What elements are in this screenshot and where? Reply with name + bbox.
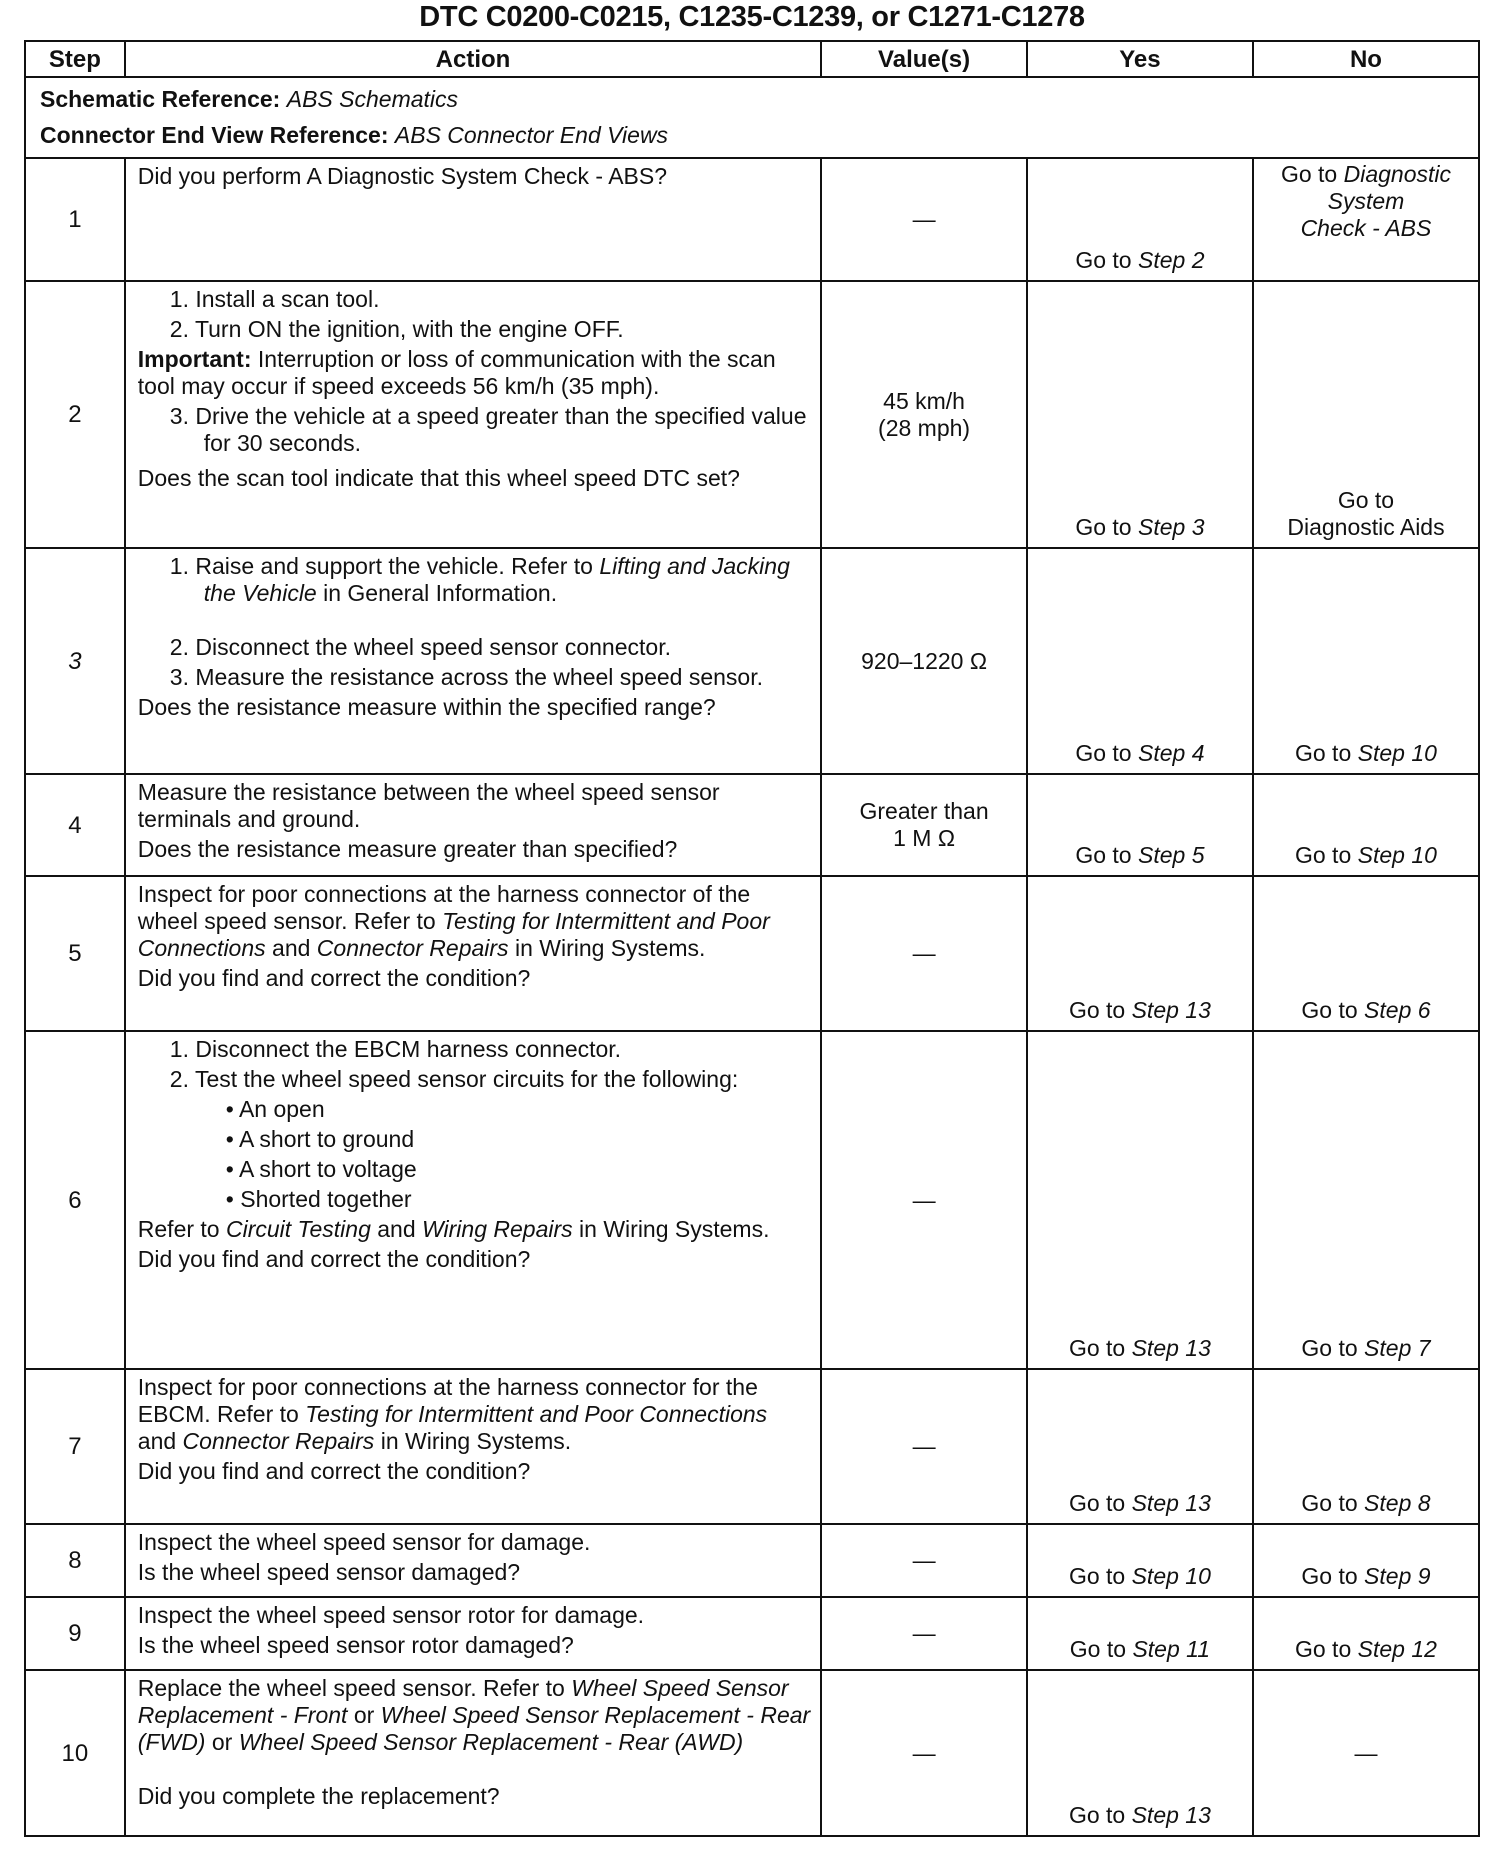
schematic-link[interactable]: ABS Schematics (286, 86, 459, 112)
step-value: — (821, 1369, 1027, 1524)
step-action: Inspect for poor connections at the harness connector of the wheel speed sensor. Refer to Testing for Intermittent and Poor Connections and Connector Repairs in Wiring Systems. Did you find and correct the condition? (125, 876, 821, 1031)
step-row-6 (25, 1031, 1479, 1369)
no-result[interactable]: Go to Step 9 (1253, 1524, 1479, 1597)
step-number: 4 (25, 774, 125, 876)
step-row-9 (25, 1597, 1479, 1670)
step-value: — (821, 1597, 1027, 1670)
header-no: No (1253, 41, 1479, 77)
step-action: Inspect the wheel speed sensor for damage. Is the wheel speed sensor damaged? (125, 1524, 821, 1597)
header-step: Step (25, 41, 125, 77)
step-row-1 (25, 158, 1479, 281)
no-result[interactable]: Go to Step 8 (1253, 1369, 1479, 1524)
no-result[interactable]: Go to Step 12 (1253, 1597, 1479, 1670)
step-value: 920–1220 Ω (821, 548, 1027, 774)
yes-result[interactable]: Go to Step 4 (1027, 548, 1253, 774)
yes-result[interactable]: Go to Step 13 (1027, 1670, 1253, 1836)
no-result[interactable]: Go to Diagnostic System Check - ABS (1253, 158, 1479, 281)
document-title: DTC C0200-C0215, C1235-C1239, or C1271-C1278 (419, 1, 1085, 33)
step-value: — (821, 1524, 1027, 1597)
no-result[interactable]: Go to Step 10 (1253, 774, 1479, 876)
step-row-5 (25, 876, 1479, 1031)
step-row-7 (25, 1369, 1479, 1524)
step-number: 9 (25, 1597, 125, 1670)
step-row-4 (25, 774, 1479, 876)
header-values: Value(s) (821, 41, 1027, 77)
step-row-10 (25, 1670, 1479, 1836)
connector-reference: Connector End View Reference: ABS Connector End Views (40, 122, 669, 148)
step-value: — (821, 158, 1027, 281)
step-number: 8 (25, 1524, 125, 1597)
step-value: Greater than 1 M Ω (821, 774, 1027, 876)
step-row-3 (25, 548, 1479, 774)
step-value: 45 km/h (28 mph) (821, 281, 1027, 548)
yes-result[interactable]: Go to Step 10 (1027, 1524, 1253, 1597)
step-number: 6 (25, 1031, 125, 1369)
step-value: — (821, 1031, 1027, 1369)
yes-result[interactable]: Go to Step 2 (1027, 158, 1253, 281)
no-result[interactable]: Go to Step 7 (1253, 1031, 1479, 1369)
yes-result[interactable]: Go to Step 11 (1027, 1597, 1253, 1670)
step-action: Inspect the wheel speed sensor rotor for damage. Is the wheel speed sensor rotor damaged? (125, 1597, 821, 1670)
step-action: 1. Install a scan tool. 2. Turn ON the ignition, with the engine OFF. Important: Interruption or loss of communication with the scan tool may occur if speed exceeds 56 km/h (35 mph). 3. Drive the vehicle at a speed greater than the specified value for 30 seconds. Does the scan tool indicate that this wheel speed DTC set? (125, 281, 821, 548)
step-action: Did you perform A Diagnostic System Check - ABS? (125, 158, 821, 281)
yes-result[interactable]: Go to Step 5 (1027, 774, 1253, 876)
step-number: 5 (25, 876, 125, 1031)
step-number: 3 (25, 548, 125, 774)
step-value: — (821, 876, 1027, 1031)
reference-row (25, 77, 1479, 158)
step-number: 2 (25, 281, 125, 548)
header-action: Action (125, 41, 821, 77)
no-result[interactable]: Go to Step 6 (1253, 876, 1479, 1031)
yes-result[interactable]: Go to Step 3 (1027, 281, 1253, 548)
step-row-2 (25, 281, 1479, 548)
header-row (25, 41, 1479, 77)
step-number: 7 (25, 1369, 125, 1524)
schematic-reference: Schematic Reference: ABS Schematics (40, 86, 459, 112)
connector-link[interactable]: ABS Connector End Views (394, 122, 669, 148)
step-action: Replace the wheel speed sensor. Refer to Wheel Speed Sensor Replacement - Front or Wheel Speed Sensor Replacement - Rear (FWD) or Wheel Speed Sensor Replacement - Rear (AWD) Did you complete the replacement? (125, 1670, 821, 1836)
step-row-8 (25, 1524, 1479, 1597)
header-yes: Yes (1027, 41, 1253, 77)
step-action: Measure the resistance between the wheel speed sensor terminals and ground. Does the resistance measure greater than specified? (125, 774, 821, 876)
step-action: 1. Disconnect the EBCM harness connector. 2. Test the wheel speed sensor circuits for the following: • An open • A short to ground • A short to voltage • Shorted together Refer to Circuit Testing and Wiring Repairs in Wiring Systems. Did you find and correct the condition? (125, 1031, 821, 1369)
diagnostic-table (24, 40, 1480, 1837)
yes-result[interactable]: Go to Step 13 (1027, 1369, 1253, 1524)
yes-result[interactable]: Go to Step 13 (1027, 1031, 1253, 1369)
step-number: 10 (25, 1670, 125, 1836)
step-action: 1. Raise and support the vehicle. Refer to Lifting and Jacking the Vehicle in General Information. 2. Disconnect the wheel speed sensor connector. 3. Measure the resistance across the wheel speed sensor. Does the resistance measure within the specified range? (125, 548, 821, 774)
no-result[interactable]: Go to Diagnostic Aids (1253, 281, 1479, 548)
step-number: 1 (25, 158, 125, 281)
no-result[interactable]: Go to Step 10 (1253, 548, 1479, 774)
yes-result[interactable]: Go to Step 13 (1027, 876, 1253, 1031)
no-result: — (1253, 1670, 1479, 1836)
step-value: — (821, 1670, 1027, 1836)
step-action: Inspect for poor connections at the harness connector for the EBCM. Refer to Testing for Intermittent and Poor Connections and Connector Repairs in Wiring Systems. Did you find and correct the condition? (125, 1369, 821, 1524)
